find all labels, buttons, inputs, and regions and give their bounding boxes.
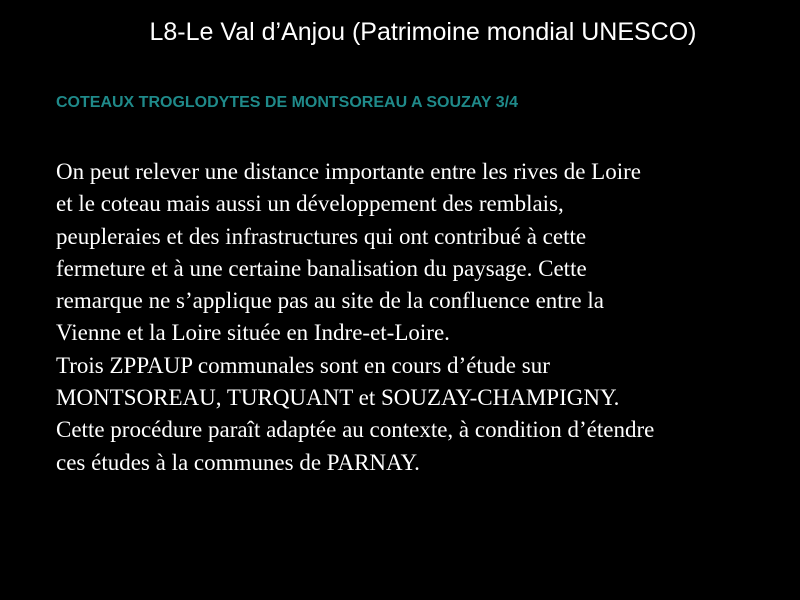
- body-line: peupleraies et des infrastructures qui ont contribué à cette: [56, 223, 587, 249]
- slide-subtitle: COTEAUX TROGLODYTES DE MONTSOREAU A SOUZAY 3/4: [56, 94, 518, 111]
- body-line: Trois ZPPAUP communales sont en cours d’étude sur: [56, 352, 550, 378]
- body-line: Cette procédure paraît adaptée au contexte, à condition d’étendre: [56, 417, 655, 443]
- body-line: et le coteau mais aussi un développement des remblais,: [56, 191, 564, 217]
- body-line: fermeture et à une certaine banalisation du paysage. Cette: [56, 255, 587, 281]
- body-line: Vienne et la Loire située en Indre-et-Loire.: [56, 320, 450, 346]
- slide-body: [56, 156, 786, 479]
- slide-title: L8-Le Val d’Anjou (Patrimoine mondial UNESCO): [149, 18, 697, 46]
- body-line: remarque ne s’applique pas au site de la confluence entre la: [56, 288, 604, 314]
- body-line: On peut relever une distance importante entre les rives de Loire: [56, 159, 641, 184]
- body-line: MONTSOREAU, TURQUANT et SOUZAY-CHAMPIGNY.: [56, 385, 620, 411]
- body-line: ces études à la communes de PARNAY.: [56, 449, 420, 475]
